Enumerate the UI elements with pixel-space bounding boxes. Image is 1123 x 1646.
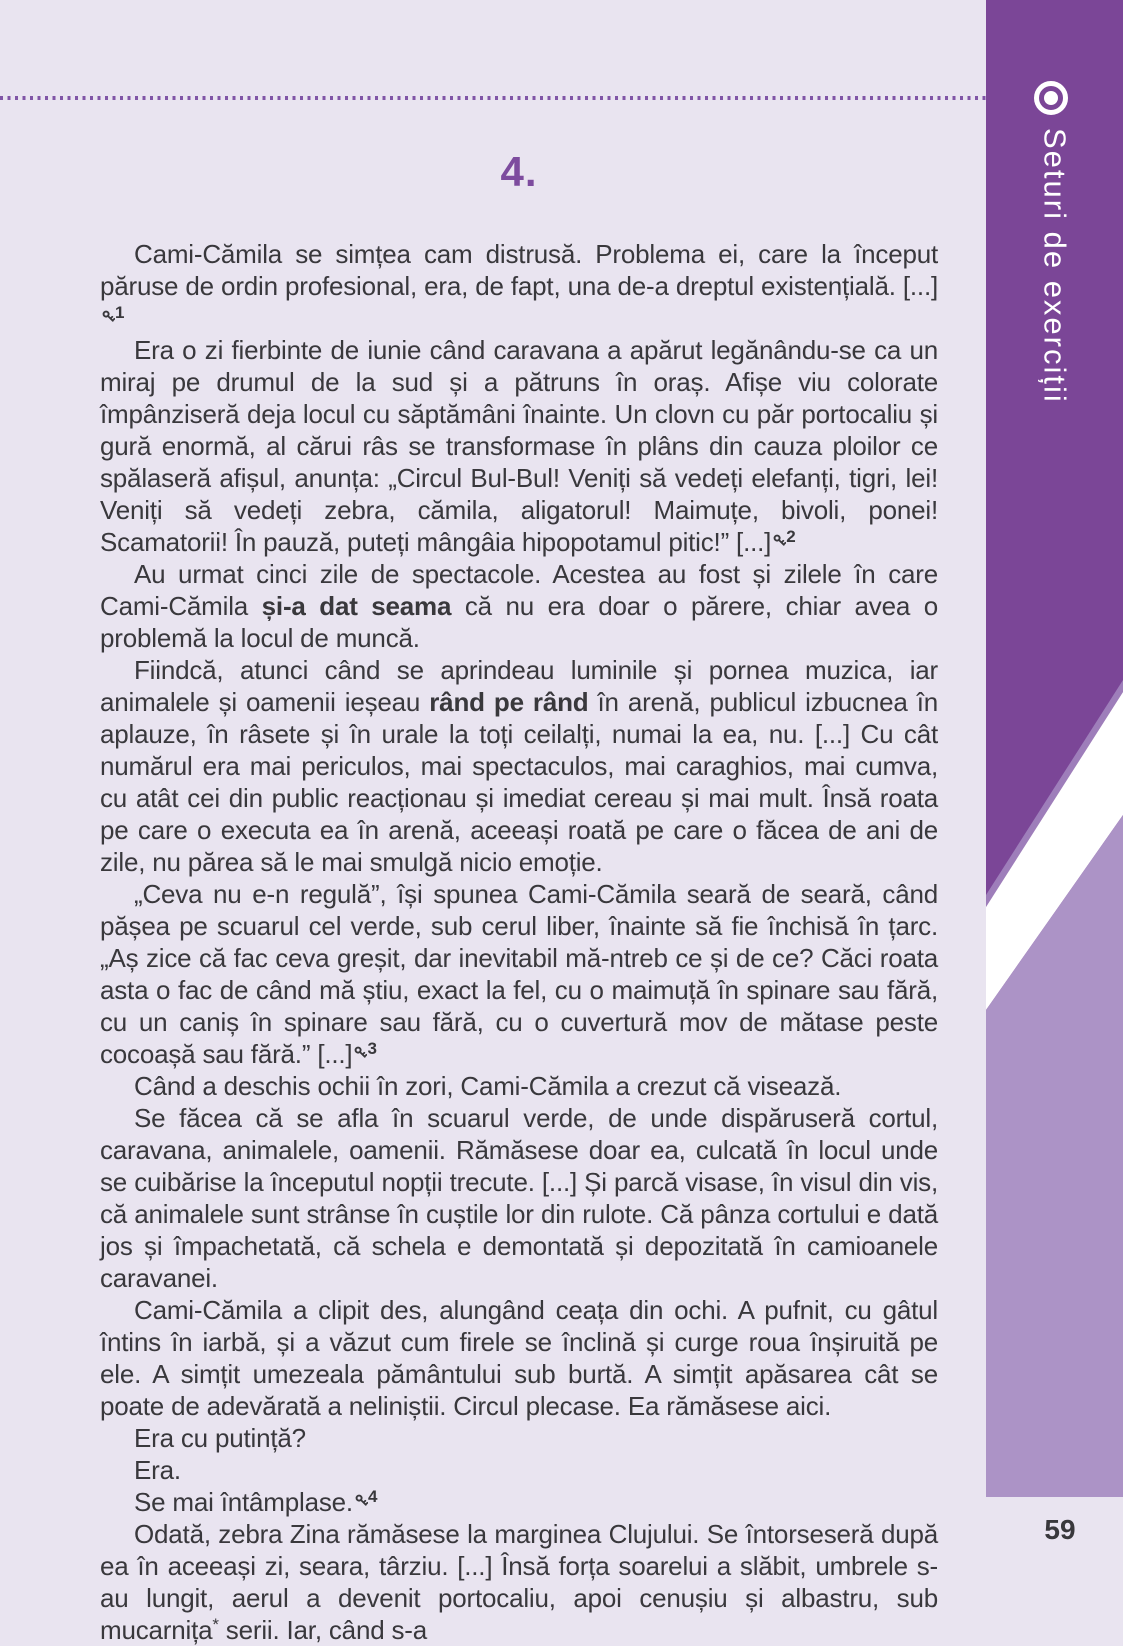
text-run: Era.: [134, 1455, 181, 1485]
paragraph: [100, 1070, 938, 1102]
text-run: în arenă, publicul izbucnea în aplauze, în râsete și în urale la toți ceilalți, numai la ea, nu. [...] Cu cât numărul era mai periculos, mai spectaculos, mai caraghios, mai cumva, cu atât cei din public reacționau și imediat cereau și mai mult. Însă roata pe care o executa ea în arenă, aceeași roată pe care o făcea de ani de zile, nu părea să le mai smulgă nicio emoție.: [100, 687, 938, 877]
text-run: Odată, zebra Zina rămăsese la marginea Clujului. Se întorseseră după ea în aceeași zi, seara, târziu. [...] Însă forța soarelui a slăbit, umbrele s-au lungit, aerul a devenit portocaliu, apoi cenușiu și albastru, sub mucarnița: [100, 1519, 938, 1645]
footnote-number: 3: [367, 1039, 377, 1058]
text-run: serii. Iar, când s-a: [218, 1615, 427, 1645]
text-run: Când a deschis ochii în zori, Cami-Cămila a crezut că visează.: [134, 1071, 842, 1101]
target-icon: [1034, 81, 1068, 115]
text-run: Cami-Cămila a clipit des, alungând ceața din ochi. A pufnit, cu gâtul întins în iarbă, și a văzut cum firele se înclină și curge roua înșiruită pe ele. A simțit umezeala pământului sub burtă. A simțit apăsarea cât se poate de adevărată a neliniștii. Circul plecase. Ea rămăsese aici.: [100, 1295, 938, 1421]
paragraph: [100, 1422, 938, 1454]
text-run: „Ceva nu e-n regulă”, își spunea Cami-Cămila seară de seară, când pășea pe scuarul cel verde, sub cerul liber, înainte să fie închisă în țarc. „Aș zice că fac ceva greșit, dar inevitabil mă-ntreb ce și de ce? Căci roata asta o fac de când mă știu, exact la fel, cu o maimuță în spinare sau fără, cu un caniș în spinare sau fără, cu o cuvertură mov de mătase peste cocoașă sau fără.” [...]: [100, 879, 938, 1069]
page-number: 59: [1044, 1514, 1076, 1545]
paragraph: [100, 238, 938, 334]
paragraph: [100, 654, 938, 878]
paragraph: [100, 1486, 938, 1518]
paragraph: [100, 334, 938, 558]
key-icon: [773, 534, 786, 547]
paragraph: [100, 558, 938, 654]
key-icon: [354, 1046, 367, 1059]
text-run: Se făcea că se afla în scuarul verde, de unde dispăruseră cortul, caravana, animalele, oamenii. Rămăsese doar ea, culcată în locul unde se cuibărise la începutul nopții trecute. [...] Și parcă visase, în visul din vis, că animalele sunt strânse în cuștile lor din rulote. Că pânza cortului e dată jos și împachetată, că schela e demontată și depozitată în camioanele caravanei.: [100, 1103, 938, 1293]
key-icon: [102, 310, 115, 323]
bold-phrase: rând pe rând: [429, 687, 589, 717]
text-run: Fiindcă, atunci când se aprindeau luminile și pornea muzica, iar animalele și oamenii ieșeau: [100, 655, 938, 717]
text-run: Era cu putință?: [134, 1423, 306, 1453]
article-text: [100, 238, 938, 1646]
text-run: Au urmat cinci zile de spectacole. Acestea au fost și zilele în care Cami-Cămila: [100, 559, 938, 621]
sidebar-tab: [986, 0, 1123, 1497]
paragraph: [100, 878, 938, 1070]
footnote-asterisk: *: [212, 1615, 219, 1634]
paragraph: [100, 1102, 938, 1294]
text-run: Se mai întâmplase.: [134, 1487, 353, 1517]
sidebar-tab-label: Seturi de exerciții: [1037, 128, 1073, 404]
paragraph: [100, 1294, 938, 1422]
paragraph: [100, 1454, 938, 1486]
footnote-marker: [352, 1039, 376, 1069]
footnote-marker: [100, 303, 124, 333]
footnote-number: 4: [367, 1487, 378, 1506]
paragraph: [100, 1518, 938, 1646]
text-run: că nu era doar o părere, chiar avea o problemă la locul de muncă.: [100, 591, 938, 653]
bold-phrase: și-a dat seama: [261, 591, 452, 621]
footnote-marker: [353, 1487, 377, 1517]
footnote-number: 2: [786, 527, 796, 546]
section-number-heading: 4.: [500, 148, 538, 195]
footnote-number: 1: [115, 303, 125, 322]
footnote-marker: [771, 527, 795, 557]
text-run: Era o zi fierbinte de iunie când caravana a apărut legănându-se ca un miraj pe drumul de la sud și a pătruns în oraș. Afișe viu colorate împânziseră deja locul cu săptămâni înainte. Un clovn cu păr portocaliu și gură enormă, al cărui râs se transformase în plâns din cauza ploilor ce spălaseră afișul, anunța: „Circul Bul-Bul! Veniți să vedeți elefanți, tigri, lei! Veniți să vedeți zebra, cămila, aligatorul! Maimuțe, bivoli, ponei! Scamatorii! În pauză, puteți mângâia hipopotamul pitic!” [...]: [100, 335, 938, 557]
top-dotted-divider: [0, 96, 1032, 100]
text-run: Cami-Cămila se simțea cam distrusă. Problema ei, care la început păruse de ordin profesional, era, de fapt, una de-a dreptul existențială. [...]: [100, 239, 938, 301]
key-icon: [355, 1494, 368, 1507]
